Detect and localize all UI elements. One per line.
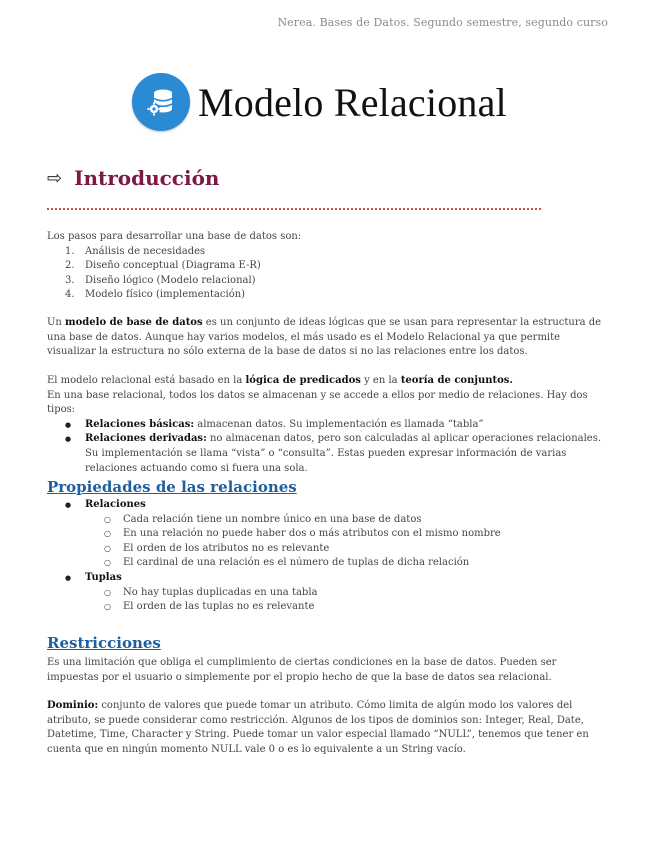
list-item: 4. Modelo físico (implementación) bbox=[65, 289, 246, 301]
props-heading: Propiedades de las relaciones bbox=[47, 478, 297, 496]
list-item: ○ El orden de las tuplas no es relevante bbox=[123, 600, 607, 615]
list-item: 1. Análisis de necesidades bbox=[65, 245, 206, 257]
domain-paragraph: Dominio: conjunto de valores que puede tomar un atributo. Cómo limita de algún modo los valores del atributo, se puede considerar como restricción. Algunos de los tipos de dominios son: Integer, Real, Date, Datetime, Time, Character y String. Puede tomar un valor especial llamado “NULL”, tenemos que tener en cuenta que en ningún momento NULL vale 0 o es lo equivalente a un String vacío. bbox=[47, 700, 589, 755]
steps-list bbox=[65, 245, 607, 303]
restrictions-paragraph: Es una limitación que obliga el cumplimiento de ciertas condiciones en la base de datos. Pueden ser impuestas por el usuario o simplemente por el propio hecho de que la base de datos sea relacional. bbox=[47, 657, 557, 683]
list-item: ● Tuplas ○ No hay tuplas duplicadas en una tabla ○ El orden de las tuplas no es relevante bbox=[85, 571, 607, 615]
list-item: 3. Diseño lógico (Modelo relacional) bbox=[65, 274, 256, 286]
model-paragraph: Un modelo de base de datos es un conjunto de ideas lógicas que se usan para representar la estructura de una base de datos. Aunque hay varios modelos, el más usado es el Modelo Relacional ya que permite visualizar la estructura no sólo externa de la base de datos si no las relaciones entre los datos. bbox=[47, 317, 602, 358]
list-item: ○ Cada relación tiene un nombre único en una base de datos bbox=[123, 513, 607, 528]
dotted-divider bbox=[47, 208, 541, 210]
title-row bbox=[132, 72, 507, 132]
list-item: ● Relaciones básicas: almacenan datos. Su implementación es llamada “tabla” bbox=[85, 418, 607, 433]
restrictions-heading: Restricciones bbox=[47, 634, 161, 652]
tuplas-sublist bbox=[123, 586, 607, 615]
basis-line: El modelo relacional está basado en la lógica de predicados y en la teoría de conjuntos. bbox=[47, 375, 513, 386]
relations-lead: En una base relacional, todos los datos se almacenan y se accede a ellos por medio de relaciones. Hay dos tipos: bbox=[47, 389, 588, 416]
intro-heading-row bbox=[47, 166, 219, 190]
list-item: 2. Diseño conceptual (Diagrama E-R) bbox=[65, 260, 261, 272]
list-item: ○ No hay tuplas duplicadas en una tabla bbox=[123, 586, 607, 601]
database-gear-icon bbox=[132, 73, 190, 131]
steps-block bbox=[47, 230, 607, 303]
steps-lead: Los pasos para desarrollar una base de datos son: bbox=[47, 231, 302, 242]
list-item: ○ El orden de los atributos no es relevante bbox=[123, 542, 607, 557]
list-item: ○ El cardinal de una relación es el número de tuplas de dicha relación bbox=[123, 556, 607, 571]
list-item: ○ En una relación no puede haber dos o más atributos con el mismo nombre bbox=[123, 527, 607, 542]
props-block bbox=[47, 498, 607, 615]
list-item: ● Relaciones ○ Cada relación tiene un nombre único en una base de datos ○ En una relación no puede haber dos o más atributos con el mismo nombre ○ El orden de los atributos no es relevante ○ El cardinal de una relación es el número de tuplas de dicha relación bbox=[85, 498, 607, 571]
page-title: Modelo Relacional bbox=[198, 79, 507, 125]
header-note: Nerea. Bases de Datos. Segundo semestre, segundo curso bbox=[277, 16, 608, 29]
intro-heading: Introducción bbox=[74, 166, 220, 190]
arrow-right-icon: ⇨ bbox=[47, 167, 63, 189]
relaciones-sublist bbox=[123, 513, 607, 571]
relational-paragraph bbox=[47, 374, 607, 476]
props-list bbox=[85, 498, 607, 615]
relation-types-list bbox=[85, 418, 607, 476]
list-item: ● Relaciones derivadas: no almacenan datos, pero son calculadas al aplicar operaciones relacionales. Su implementación se llama “vista” o “consulta”. Estas pueden expresar información de varias relaciones actuando como si fuera una sola. bbox=[85, 432, 607, 476]
